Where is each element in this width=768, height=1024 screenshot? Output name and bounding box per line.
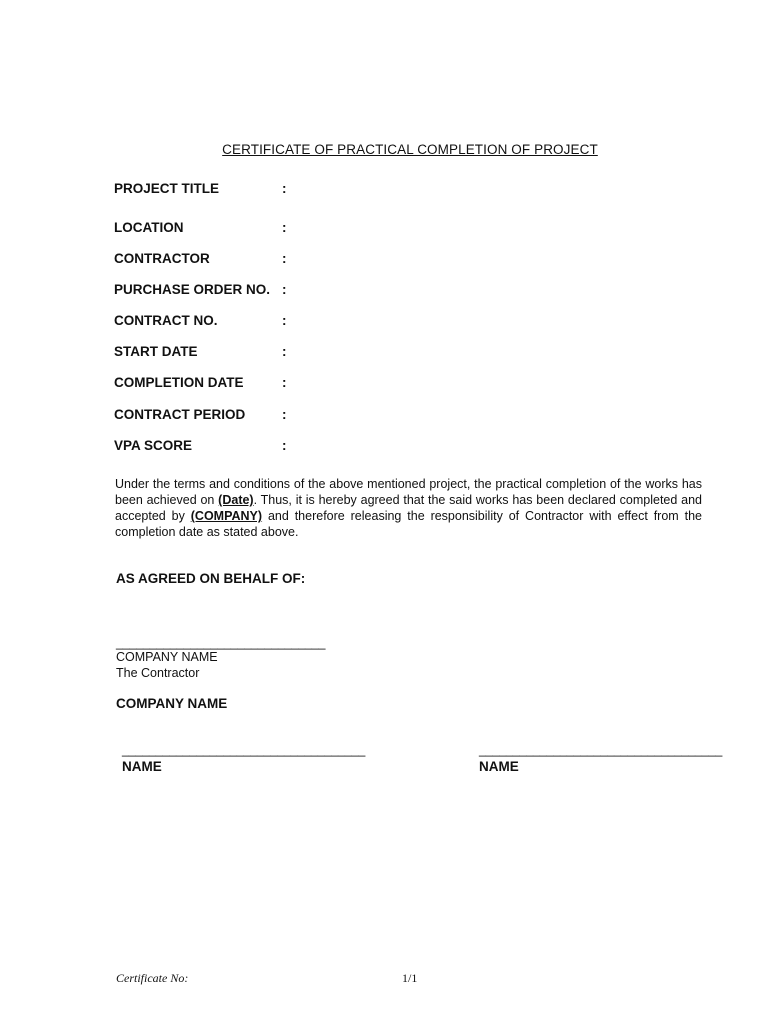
field-colon: : [282, 282, 287, 297]
signatory-name-label-left: NAME [122, 759, 162, 774]
field-label: CONTRACTOR [114, 251, 210, 266]
field-colon: : [282, 438, 287, 453]
signatory-signature-line-left: ____________________________________ [122, 743, 366, 757]
field-label: COMPLETION DATE [114, 375, 244, 390]
company-placeholder: (COMPANY) [190, 509, 263, 523]
field-label: CONTRACT NO. [114, 313, 218, 328]
contractor-company-name: COMPANY NAME [116, 650, 218, 664]
signatory-signature-line-right: ____________________________________ [479, 743, 723, 757]
page-number: 1/1 [402, 971, 418, 985]
field-colon: : [282, 220, 287, 235]
field-colon: : [282, 344, 287, 359]
statement-text-part3: and therefore releasing the responsibility of Contractor with effect from the completion date as stated above. [115, 509, 702, 539]
contractor-role: The Contractor [116, 666, 200, 680]
signatory-name-label-right: NAME [479, 759, 519, 774]
field-colon: : [282, 181, 287, 196]
company-heading: COMPANY NAME [116, 696, 228, 711]
field-colon: : [282, 407, 287, 422]
field-label: PROJECT TITLE [114, 181, 220, 196]
field-colon: : [282, 251, 287, 266]
completion-statement [115, 476, 702, 540]
field-label: VPA SCORE [114, 438, 193, 453]
field-colon: : [282, 313, 287, 328]
statement-text-part2: . Thus, it is hereby agreed that the said works has been declared completed and accepted by [115, 493, 702, 523]
field-label: START DATE [114, 344, 198, 359]
field-label: LOCATION [114, 220, 184, 235]
statement-text-part1: Under the terms and conditions of the above mentioned project, the practical completion of the works has been achieved on [115, 477, 702, 507]
certificate-no-label: Certificate No: [116, 971, 189, 985]
contractor-signature-line: _______________________________ [116, 636, 326, 650]
agreed-heading: AS AGREED ON BEHALF OF: [116, 571, 306, 586]
field-label: CONTRACT PERIOD [114, 407, 246, 422]
field-label: PURCHASE ORDER NO. [114, 282, 271, 297]
document-title: CERTIFICATE OF PRACTICAL COMPLETION OF PROJECT [222, 142, 598, 157]
date-placeholder: (Date) [218, 493, 254, 507]
field-colon: : [282, 375, 287, 390]
